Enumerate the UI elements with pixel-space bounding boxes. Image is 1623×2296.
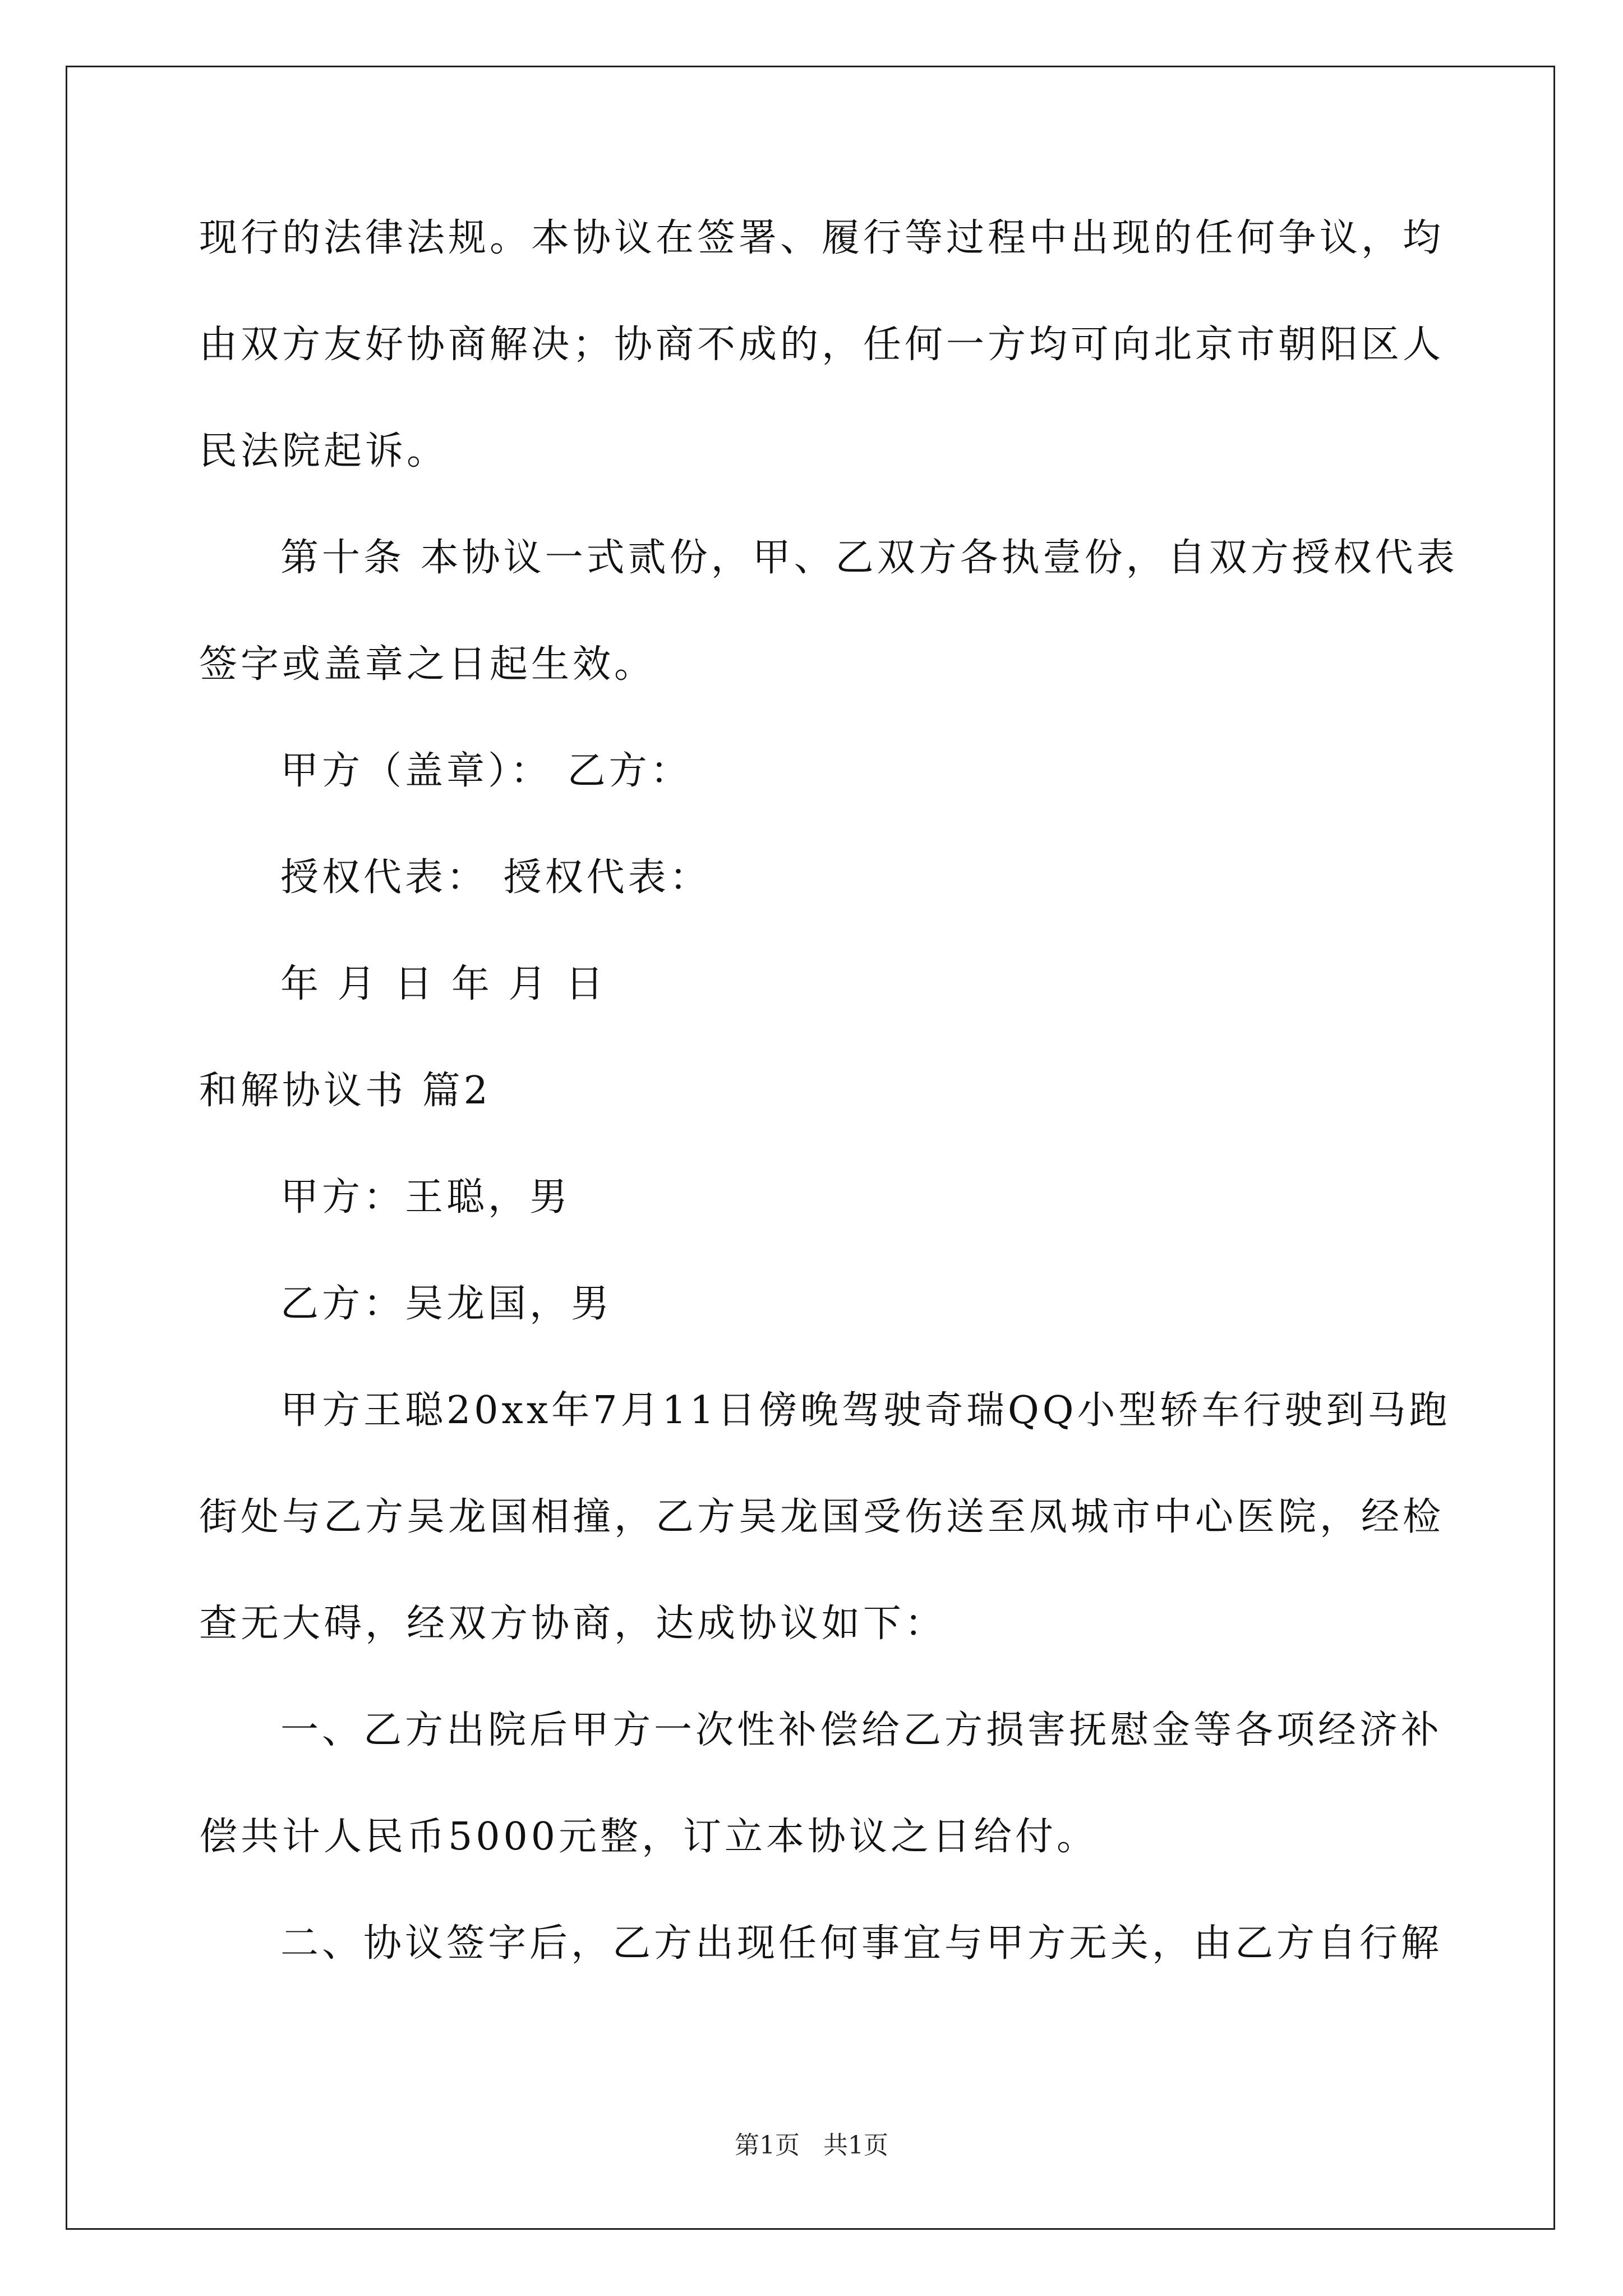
- signature-representative-line: 授权代表： 授权代表：: [280, 855, 711, 900]
- paragraph-line: 签字或盖章之日起生效。: [199, 642, 656, 687]
- paragraph-line: 第十条 本协议一式贰份，甲、乙双方各执壹份，自双方授权代表: [280, 536, 1458, 580]
- paragraph-line: 查无大碍，经双方协商，达成协议如下：: [199, 1602, 947, 1646]
- paragraph-line: 现行的法律法规。本协议在签署、履行等过程中出现的任何争议，均: [199, 216, 1445, 260]
- paragraph-line: 由双方友好协商解决；协商不成的，任何一方均可向北京市朝阳区人: [199, 323, 1445, 367]
- party-b-line: 乙方：吴龙国，男: [280, 1282, 613, 1326]
- paragraph-line: 偿共计人民币5000元整，订立本协议之日给付。: [199, 1815, 1099, 1859]
- paragraph-line: 甲方王聪20xx年7月11日傍晚驾驶奇瑞QQ小型轿车行驶到马跑: [280, 1388, 1451, 1433]
- section-heading: 和解协议书 篇2: [199, 1069, 491, 1113]
- paragraph-line: 街处与乙方吴龙国相撞，乙方吴龙国受伤送至凤城市中心医院，经检: [199, 1495, 1445, 1539]
- page-border: [66, 66, 1555, 2230]
- paragraph-line: 一、乙方出院后甲方一次性补偿给乙方损害抚慰金等各项经济补: [280, 1708, 1443, 1752]
- signature-date-line: 年 月 日 年 月 日: [280, 962, 607, 1006]
- paragraph-line: 民法院起诉。: [199, 429, 449, 473]
- paragraph-line: 二、协议签字后，乙方出现任何事宜与甲方无关，由乙方自行解: [280, 1921, 1443, 1966]
- signature-party-line: 甲方（盖章）： 乙方：: [280, 749, 692, 793]
- party-a-line: 甲方：王聪，男: [280, 1175, 571, 1220]
- page-number-footer: 第1页 共1页: [735, 2131, 888, 2160]
